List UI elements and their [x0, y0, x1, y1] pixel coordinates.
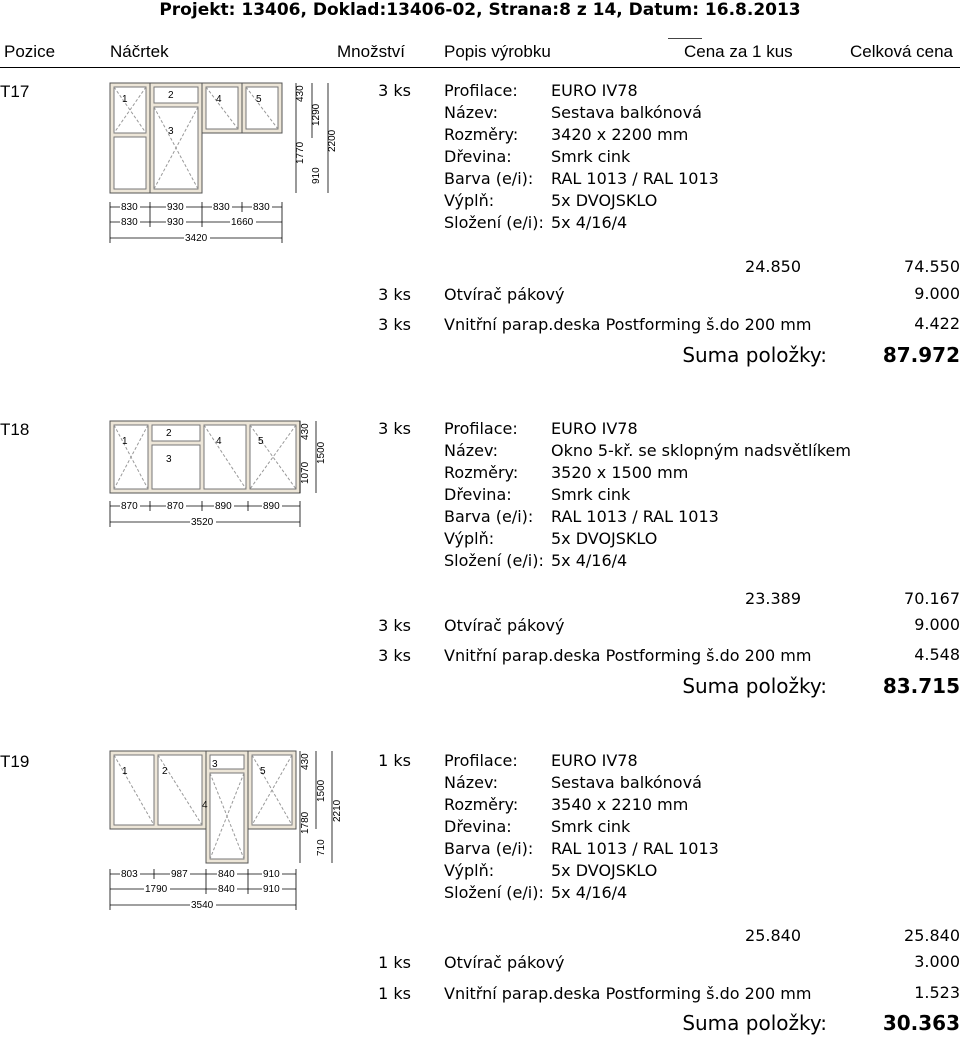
dimension-label: 930 — [167, 217, 184, 228]
total-price: 70.167 — [904, 589, 960, 608]
sash-label: 3 — [168, 126, 174, 137]
dimension-label: 3520 — [191, 517, 214, 528]
extra-price: 3.000 — [914, 952, 960, 971]
dimension-label: 910 — [263, 869, 280, 880]
sash-label: 2 — [166, 428, 172, 439]
dimension-label: 987 — [171, 869, 188, 880]
value-vypln: 5x DVOJSKLO — [551, 529, 658, 548]
label-slozeni: Složení (e/i): — [444, 551, 544, 570]
sash-label: 3 — [166, 454, 172, 465]
page-title: Projekt: 13406, Doklad:13406-02, Strana:8 z 14, Datum: 16.8.2013 — [159, 0, 801, 20]
label-drevina: Dřevina: — [444, 485, 512, 504]
window-sketch — [100, 78, 350, 248]
value-barva: RAL 1013 / RAL 1013 — [551, 507, 719, 526]
sash-label: 4 — [202, 800, 208, 811]
value-drevina: Smrk cink — [551, 485, 631, 504]
dimension-label: 930 — [167, 202, 184, 213]
col-header-pozice: Pozice — [4, 42, 56, 61]
dimension-label: 1500 — [316, 779, 327, 802]
dimension-label: 890 — [263, 501, 280, 512]
value-vypln: 5x DVOJSKLO — [551, 861, 658, 880]
label-barva: Barva (e/i): — [444, 839, 534, 858]
sash-label: 1 — [122, 766, 128, 777]
item-position: T19 — [0, 752, 30, 771]
label-barva: Barva (e/i): — [444, 507, 534, 526]
sash-label: 1 — [122, 94, 128, 105]
dimension-label: 840 — [218, 884, 235, 895]
dimension-label: 840 — [218, 869, 235, 880]
header-divider-short — [668, 38, 702, 39]
label-slozeni: Složení (e/i): — [444, 883, 544, 902]
extra-price: 4.548 — [914, 645, 960, 664]
dimension-label: 1780 — [300, 811, 311, 834]
extra-quantity: 3 ks — [378, 646, 411, 665]
value-profilace: EURO IV78 — [551, 751, 638, 770]
label-profilace: Profilace: — [444, 81, 518, 100]
extra-quantity: 3 ks — [378, 616, 411, 635]
item-quantity: 1 ks — [378, 751, 411, 770]
sash-label: 5 — [260, 766, 266, 777]
window-sketch — [100, 746, 350, 916]
header-divider — [0, 67, 960, 68]
label-vypln: Výplň: — [444, 191, 495, 210]
sum-value: 87.972 — [882, 343, 960, 367]
label-profilace: Profilace: — [444, 419, 518, 438]
label-drevina: Dřevina: — [444, 817, 512, 836]
value-nazev: Okno 5-kř. se sklopným nadsvětlíkem — [551, 441, 851, 460]
sash-label: 4 — [216, 436, 222, 447]
extra-quantity: 3 ks — [378, 315, 411, 334]
col-header-mnozstvi: Množství — [337, 42, 406, 61]
dimension-label: 830 — [253, 202, 270, 213]
value-slozeni: 5x 4/16/4 — [551, 883, 628, 902]
extra-price: 4.422 — [914, 314, 960, 333]
extra-name: Otvírač pákový — [444, 953, 565, 972]
value-profilace: EURO IV78 — [551, 419, 638, 438]
window-sketch — [100, 416, 350, 546]
label-rozmery: Rozměry: — [444, 795, 519, 814]
col-header-cena-kus: Cena za 1 kus — [684, 42, 793, 61]
value-drevina: Smrk cink — [551, 817, 631, 836]
dimension-label: 1660 — [231, 217, 254, 228]
label-rozmery: Rozměry: — [444, 125, 519, 144]
extra-price: 9.000 — [914, 284, 960, 303]
dimension-label: 2210 — [332, 799, 343, 822]
value-rozmery: 3420 x 2200 mm — [551, 125, 689, 144]
sum-value: 30.363 — [882, 1011, 960, 1035]
dimension-label: 710 — [316, 839, 327, 856]
dimension-label: 1790 — [145, 884, 168, 895]
sash-label: 3 — [212, 759, 218, 770]
label-drevina: Dřevina: — [444, 147, 512, 166]
label-nazev: Název: — [444, 441, 498, 460]
sum-label: Suma položky: — [682, 674, 827, 698]
value-slozeni: 5x 4/16/4 — [551, 213, 628, 232]
value-rozmery: 3520 x 1500 mm — [551, 463, 689, 482]
label-slozeni: Složení (e/i): — [444, 213, 544, 232]
value-nazev: Sestava balkónová — [551, 773, 702, 792]
dimension-label: 870 — [167, 501, 184, 512]
sum-label: Suma položky: — [682, 1011, 827, 1035]
extra-quantity: 1 ks — [378, 953, 411, 972]
dimension-label: 830 — [121, 202, 138, 213]
value-rozmery: 3540 x 2210 mm — [551, 795, 689, 814]
dimension-label: 2200 — [327, 129, 338, 152]
extra-name: Vnitřní parap.deska Postforming š.do 200 mm — [444, 315, 812, 334]
extra-name: Otvírač pákový — [444, 616, 565, 635]
value-profilace: EURO IV78 — [551, 81, 638, 100]
sash-label: 5 — [258, 436, 264, 447]
value-nazev: Sestava balkónová — [551, 103, 702, 122]
dimension-label: 803 — [121, 869, 138, 880]
value-vypln: 5x DVOJSKLO — [551, 191, 658, 210]
sash-label: 5 — [256, 94, 262, 105]
dimension-label: 870 — [121, 501, 138, 512]
label-nazev: Název: — [444, 103, 498, 122]
dimension-label: 1770 — [295, 141, 306, 164]
extra-price: 9.000 — [914, 615, 960, 634]
dimension-label: 890 — [215, 501, 232, 512]
sash-label: 2 — [168, 90, 174, 101]
dimension-label: 1070 — [300, 461, 311, 484]
sash-label: 1 — [122, 436, 128, 447]
sash-label: 2 — [162, 766, 168, 777]
dimension-label: 830 — [121, 217, 138, 228]
value-barva: RAL 1013 / RAL 1013 — [551, 839, 719, 858]
col-header-nacrtek: Náčrtek — [110, 42, 169, 61]
extra-price: 1.523 — [914, 983, 960, 1002]
unit-price: 25.840 — [745, 926, 801, 945]
dimension-label: 3420 — [185, 233, 208, 244]
dimension-label: 3540 — [191, 900, 214, 911]
extra-quantity: 1 ks — [378, 984, 411, 1003]
col-header-celkova: Celková cena — [850, 42, 954, 61]
dimension-label: 430 — [300, 423, 311, 440]
extra-name: Otvírač pákový — [444, 285, 565, 304]
label-vypln: Výplň: — [444, 529, 495, 548]
item-quantity: 3 ks — [378, 81, 411, 100]
item-quantity: 3 ks — [378, 419, 411, 438]
sash-label: 4 — [216, 94, 222, 105]
dimension-label: 430 — [295, 85, 306, 102]
total-price: 25.840 — [904, 926, 960, 945]
item-position: T17 — [0, 82, 30, 101]
label-rozmery: Rozměry: — [444, 463, 519, 482]
col-header-popis: Popis výrobku — [444, 42, 551, 61]
extra-name: Vnitřní parap.deska Postforming š.do 200 mm — [444, 984, 812, 1003]
value-drevina: Smrk cink — [551, 147, 631, 166]
dimension-label: 830 — [213, 202, 230, 213]
item-position: T18 — [0, 420, 30, 439]
unit-price: 23.389 — [745, 589, 801, 608]
label-vypln: Výplň: — [444, 861, 495, 880]
value-barva: RAL 1013 / RAL 1013 — [551, 169, 719, 188]
label-nazev: Název: — [444, 773, 498, 792]
dimension-label: 430 — [300, 753, 311, 770]
unit-price: 24.850 — [745, 257, 801, 276]
value-slozeni: 5x 4/16/4 — [551, 551, 628, 570]
extra-quantity: 3 ks — [378, 285, 411, 304]
total-price: 74.550 — [904, 257, 960, 276]
label-profilace: Profilace: — [444, 751, 518, 770]
dimension-label: 910 — [263, 884, 280, 895]
extra-name: Vnitřní parap.deska Postforming š.do 200 mm — [444, 646, 812, 665]
dimension-label: 1290 — [311, 103, 322, 126]
sum-value: 83.715 — [882, 674, 960, 698]
sum-label: Suma položky: — [682, 343, 827, 367]
dimension-label: 910 — [311, 167, 322, 184]
dimension-label: 1500 — [316, 441, 327, 464]
label-barva: Barva (e/i): — [444, 169, 534, 188]
